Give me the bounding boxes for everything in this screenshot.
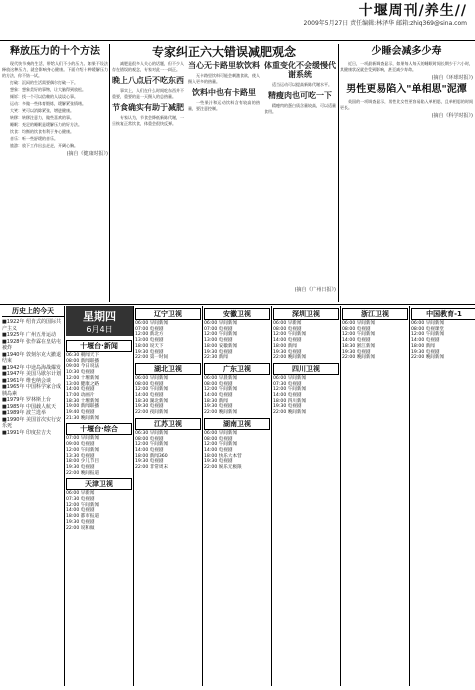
article-source: (摘自《环球时报》) [431, 75, 473, 81]
history-item: ■1922年 绍肯式的国际共产主义 [2, 319, 62, 332]
history-title: 历史上的今天 [2, 306, 64, 317]
article-paragraph: 想象：想象美好的事物，让大脑得到放松。 [10, 87, 86, 92]
channel-name: 辽宁卫视 [135, 308, 201, 320]
program-item: 19:30 电视剧 [411, 349, 440, 355]
program-item: 22:00 晚间新闻 [204, 410, 238, 416]
history-today [2, 306, 65, 686]
program-item: 07:00 早间新闻 [66, 436, 100, 442]
program-item: 09:00 电视剧 [66, 442, 95, 448]
program-item: 19:30 电视剧 [273, 349, 302, 355]
tv-schedule [0, 306, 475, 690]
date-box [66, 306, 133, 336]
weekday: 星期四 [83, 310, 116, 323]
column-divider [271, 306, 272, 686]
program-item: 18:00 都市报道 [66, 514, 100, 520]
program-item: 12:00 十堰新闻 [66, 375, 100, 381]
program-item: 18:00 四川新闻 [273, 398, 307, 404]
program-item: 14:00 电视剧 [273, 338, 302, 344]
articles-right-column [340, 44, 473, 302]
tv-column [273, 306, 339, 686]
program-item: 22:30 新闻 [204, 355, 228, 361]
program-item: 19:30 电视剧 [135, 349, 164, 355]
article-title: 男性更易陷入"单相思"泥潭 [346, 84, 467, 95]
program-item: 19:30 电视剧 [135, 404, 164, 410]
program-item: 18:00 新闻 [273, 343, 297, 349]
program-item: 14:00 电视剧 [204, 447, 233, 453]
article-paragraph: 睡眠：充足的睡眠是缓解压力的好方法。 [10, 122, 82, 127]
program-item: 06:00 早间新闻 [273, 375, 307, 381]
program-item: 06:00 早晨新闻 [204, 375, 238, 381]
program-item: 19:30 电视剧 [342, 349, 371, 355]
program-item: 06:00 早新闻 [273, 321, 302, 326]
program-item: 14:00 电视剧 [66, 387, 95, 393]
article-body [2, 61, 108, 149]
tv-column [204, 306, 270, 686]
page-header [0, 0, 475, 41]
article-source: (摘自《科学时报》) [431, 113, 473, 119]
channel-name: 湖北卫视 [135, 363, 201, 375]
program-item: 14:00 电视剧 [204, 393, 233, 399]
program-item: 07:00 电视剧 [204, 326, 233, 332]
article-paragraph: 一些果汁和运动饮料含有较高的热量，要注意控制。 [188, 100, 260, 111]
program-item: 13:00 电视剧 [135, 338, 164, 344]
article-paragraph: 现代快节奏的生活，带给人们不小的压力。如果不设法释放这种压力，就会影响身心健康。下面介绍十种缓解压力的方法，你不妨一试。 [2, 61, 108, 78]
program-item: 14:00 电视剧 [66, 508, 95, 514]
program-item: 18:00 快乐大本营 [204, 453, 242, 459]
tv-column [342, 306, 408, 686]
article-body [340, 99, 473, 111]
section-heading: 精瘦肉也可吃一下 [268, 91, 332, 100]
program-item: 08:00 电视剧 [204, 436, 233, 442]
tv-column [66, 338, 132, 686]
program-item: 14:00 电视剧 [342, 338, 371, 344]
program-item: 22:00 娱乐无极限 [204, 465, 242, 471]
program-item: 19:30 电视剧 [204, 349, 233, 355]
program-item: 18:00 新闻 [411, 343, 435, 349]
section-divider [0, 304, 475, 305]
article-paragraph: 运动：多做一些体育锻炼，缓解紧张情绪。 [10, 101, 86, 106]
program-item: 08:00 电视剧 [204, 381, 233, 387]
column-divider [133, 306, 134, 686]
program-item: 07:00 电视剧 [135, 326, 164, 332]
channel-name: 深圳卫视 [273, 308, 339, 320]
article-paragraph: 转移：转移注意力，做些喜欢的事。 [10, 115, 74, 120]
program-item: 06:00 早间新闻 [135, 321, 169, 326]
program-item: 19:30 电视剧 [66, 519, 95, 525]
program-item: 12:00 午间新闻 [273, 387, 307, 393]
program-item: 07:30 电视剧 [66, 497, 95, 503]
program-item: 06:00 早新闻 [66, 491, 95, 497]
column-divider [202, 306, 203, 686]
program-item: 06:00 早间新闻 [342, 321, 376, 326]
history-item: ■1961年 维也纳会谈 [2, 377, 52, 384]
program-item: 10:30 电视剧 [66, 370, 95, 376]
program-item: 18:00 少儿节目 [66, 459, 100, 465]
history-item: ■1947年 美国马歇尔计划 [2, 371, 62, 377]
program-item: 18:00 说天下 [135, 343, 164, 349]
article-paragraph: 旅游：放下工作出去走走，开阔心胸。 [10, 143, 78, 148]
program-item: 12:00 新北方 [135, 332, 164, 338]
program-item: 18:30 十堰新闻 [66, 398, 100, 404]
history-list [2, 319, 64, 436]
program-item: 18:30 湖北新闻 [135, 398, 169, 404]
program-item: 12:00 午间新闻 [342, 332, 376, 338]
program-item: 13:00 健康之路 [66, 381, 100, 387]
article-paragraph: 打破：沉闷的生活需要偶尔打破一下。 [10, 80, 78, 85]
program-item: 19:40 电视剧 [66, 410, 95, 416]
program-item: 19:30 电视剧 [135, 459, 164, 465]
column-divider [409, 306, 410, 686]
program-item: 18:30 新闻 [204, 398, 228, 404]
article-paragraph: 精瘦肉的蛋白质含量较高，可以适量食用。 [264, 103, 336, 114]
program-item: 22:00 晚间新闻 [273, 355, 307, 361]
column-divider [338, 44, 339, 302]
channel-name: 四川卫视 [273, 363, 339, 375]
program-item: 22:00 晚间报道 [66, 470, 100, 476]
program-item: 08:00 电视剧 [273, 326, 302, 332]
section-heading: 体重变化不会缓慢代谢系统 [264, 61, 336, 79]
program-item: 12:00 午间新闻 [66, 447, 100, 453]
article-source: (摘自《广州日报》) [294, 287, 336, 293]
history-item: ■1989年 波兰选举 [2, 410, 47, 416]
program-item: 14:00 电视剧 [135, 447, 164, 453]
channel-name: 江苏卫视 [135, 418, 201, 430]
program-item: 17:00 动画片 [66, 392, 95, 398]
history-item: ■1979年 罗林斯上台 [2, 397, 52, 403]
program-item: 12:00 午间新闻 [411, 332, 445, 338]
article-paragraph: 倾诉：找一个可以信赖的人谈谈心事。 [10, 94, 78, 99]
article-paragraph: 大笑：笑可以消除紧张，增进健康。 [10, 108, 74, 113]
program-item: 22:00 非常周末 [135, 465, 169, 471]
tv-column [135, 306, 201, 686]
program-item: 08:00 电视剧 [135, 381, 164, 387]
program-item: 22:00 夜间新闻 [135, 410, 169, 416]
article-paragraph: 英国的一项调查显示，男性比女性更容易陷入单相思，且单相思的时间更长。 [340, 99, 473, 110]
article-paragraph: 专家认为，节食会降低新陈代谢，一旦恢复正常饮食，体重会很快反弹。 [112, 115, 184, 126]
article-stress-relief [2, 44, 108, 302]
program-item: 07:30 电视剧 [273, 381, 302, 387]
program-item: 22:00 晚间新闻 [342, 355, 376, 361]
program-item: 06:00 早间新闻 [411, 321, 445, 326]
article-title: 释放压力的十个方法 [10, 46, 100, 57]
channel-name: 十堰台·综合 [66, 423, 132, 435]
channel-name: 天津卫视 [66, 478, 132, 490]
program-item: 14:00 电视剧 [273, 393, 302, 399]
program-item: 14:00 电视剧 [411, 338, 440, 344]
program-item: 12:00 午间新闻 [135, 387, 169, 393]
history-item: ■1940年 敦刻尔克大撤退结束 [2, 351, 62, 364]
program-item: 19:30 电视剧 [204, 404, 233, 410]
program-item: 12:00 午间新闻 [273, 332, 307, 338]
channel-name: 中国教育-1 [411, 308, 475, 320]
article-source: (摘自《健康时报》) [66, 151, 108, 157]
column-divider [340, 306, 341, 686]
program-item: 19:00 新闻联播 [66, 404, 100, 410]
article-weight-loss [112, 44, 336, 302]
article-body [112, 61, 336, 285]
history-item: ■1925年 广州五卅运动 [2, 332, 57, 338]
history-item: ■1942年 中途岛海战爆发 [2, 364, 62, 371]
page-subtitle: 2009年5月27日 责任编辑:林泽华 邮箱:zhiq369@sina.com [303, 20, 467, 27]
article-paragraph: 近日，一项最新调查显示，如果每人每天的睡眠时间长期少于六小时，其健康状况就会受到影响，甚至减少寿命。 [340, 61, 473, 72]
tv-column [411, 306, 475, 686]
page-title: 十堰周刊/养生// [358, 3, 467, 19]
channel-name: 十堰台·新闻 [66, 340, 132, 352]
program-item: 08:00 电视课堂 [411, 326, 445, 332]
program-item: 09:00 今日说法 [66, 364, 100, 370]
column-divider [109, 44, 110, 302]
program-item: 22:00 说和做 [66, 525, 95, 531]
program-item: 22:00 晚间新闻 [411, 355, 445, 361]
history-item: ■1965年 中国科学家合成胰岛素 [2, 384, 62, 397]
history-item: ■1990年 美国首次实行安乐死 [2, 416, 62, 429]
program-item: 06:30 朝闻天下 [66, 353, 100, 358]
program-item: 22:00 第一时间 [135, 355, 169, 361]
program-item: 12:00 午间新闻 [204, 387, 238, 393]
program-item: 06:00 早间新闻 [204, 321, 238, 326]
article-paragraph: 音乐：听一些舒缓的音乐。 [10, 136, 58, 141]
article-paragraph: 减肥是很多人关心的话题，但不少人存在错误的观念，专家对此一一纠正。 [112, 61, 184, 72]
history-item: ■1991年 印度拉吉夫 [2, 429, 52, 436]
article-title: 专家纠正六大错误减肥观念 [151, 45, 296, 59]
program-item: 19:30 电视剧 [204, 459, 233, 465]
article-paragraph: 无卡路里饮料可能会刺激食欲，使人摄入更多的热量。 [188, 73, 260, 84]
program-item: 18:00 新闻360 [135, 453, 168, 459]
program-item: 12:00 午间新闻 [66, 502, 100, 508]
program-item: 08:00 电视剧 [342, 326, 371, 332]
history-item: ■1985年 中国载人航天 [2, 403, 57, 410]
program-item: 12:00 午间新闻 [135, 442, 169, 448]
program-item: 14:00 电视剧 [135, 393, 164, 399]
program-item: 22:00 晚间新闻 [273, 410, 307, 416]
program-item: 13:30 电视剧 [66, 453, 95, 459]
section-heading: 节食确实有助于减肥 [112, 103, 184, 112]
article-title: 少睡会减多少寿 [371, 46, 442, 57]
section-heading: 当心无卡路里软饮料 [188, 61, 260, 70]
program-item: 21:30 晚间新闻 [66, 415, 100, 421]
channel-name: 浙江卫视 [342, 308, 408, 320]
date: 6月4日 [86, 325, 113, 334]
article-body [340, 61, 473, 73]
program-item: 18:30 浙江新闻 [342, 343, 376, 349]
program-item: 13:00 电视剧 [204, 338, 233, 344]
program-item: 06:00 早间新闻 [204, 430, 238, 436]
channel-name: 安徽卫视 [204, 308, 270, 320]
program-item: 08:00 电视剧 [135, 436, 164, 442]
program-item: 12:00 午间新闻 [204, 442, 238, 448]
channel-name: 广东卫视 [204, 363, 270, 375]
article-paragraph: 饮食：均衡的饮食有利于身心健康。 [10, 129, 74, 134]
program-item: 06:30 早间新闻 [135, 430, 169, 436]
history-item: ■1928年 张作霖在皇姑屯被炸 [2, 338, 62, 351]
program-item: 19:30 电视剧 [66, 464, 95, 470]
program-item: 19:30 电视剧 [273, 404, 302, 410]
article-paragraph: 事实上，人们在什么时间吃东西并不重要，重要的是一天摄入的总热量。 [112, 88, 184, 99]
program-item: 12:00 午间新闻 [204, 332, 238, 338]
section-heading: 饮料中也有卡路里 [192, 88, 256, 97]
section-heading: 晚上八点后不吃东西 [112, 76, 184, 85]
article-paragraph: 适当运动可以提高新陈代谢水平。 [272, 82, 332, 87]
program-item: 18:00 安徽新闻 [204, 343, 238, 349]
program-item: 08:00 新闻联播 [66, 358, 100, 364]
channel-name: 湖南卫视 [204, 418, 270, 430]
program-item: 06:00 早间新闻 [135, 375, 169, 381]
